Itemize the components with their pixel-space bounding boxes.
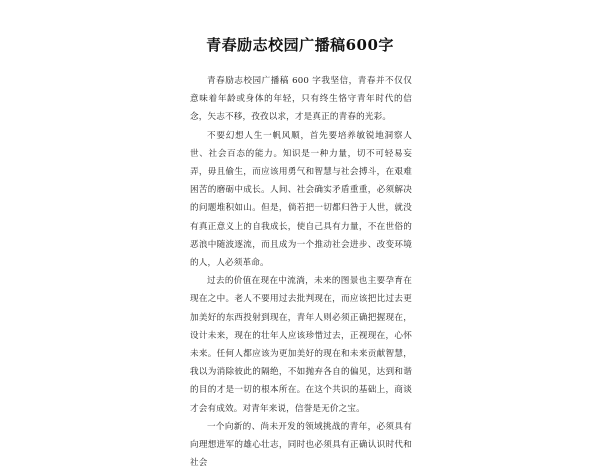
paragraph-2: 不要幻想人生一帆风顺，首先要培养敏锐地洞察人世、社会百态的能力。知识是一种力量，切不可轻易妄弄，毋且偷生，而应该用勇气和智慧与社会搏斗，在艰难困苦的磨砺中成长。人间、社会确实矛盾重重，必须解决的问题堆积如山。但是，倘若把一切都归咎于人世，就没有真正意义上的自我成长，使自己具有力量，不在世俗的恶浪中随波逐流，而且成为一个推动社会进步、改变环境的人，人必须革命。 xyxy=(190,130,412,269)
paragraph-4: 一个向新的、尚未开发的领域挑战的青年，必须具有向理想进军的雄心壮志，同时也必须具有正确认识时代和社会 xyxy=(190,421,412,469)
paragraph-3: 过去的价值在现在中流淌，未来的图景也主要孕育在现在之中。老人不要用过去批判现在，而应该把比过去更加美好的东西投射到现在，青年人则必须正确把握现在，设计未来，现在的壮年人应该珍惜过去，正视现在，心怀未来。任何人都应该为更加美好的现在和未来贡献智慧，我以为消除彼此的隔绝，不如抛弃各自的偏见，达到和谐的目的才是一切的根本所在。在这个共识的基础上，商谈才会有成效。对青年来说，信誉是无价之宝。 xyxy=(190,276,412,414)
document-title: 青春励志校园广播稿600字 xyxy=(206,36,394,54)
paragraph-1: 青春励志校园广播稿 600 字我坚信，青春并不仅仅意味着年龄或身体的年轻，只有终生恪守青年时代的信念，矢志不移，孜孜以求，才是真正的青春的光彩。 xyxy=(190,76,412,123)
document-body xyxy=(190,72,412,472)
